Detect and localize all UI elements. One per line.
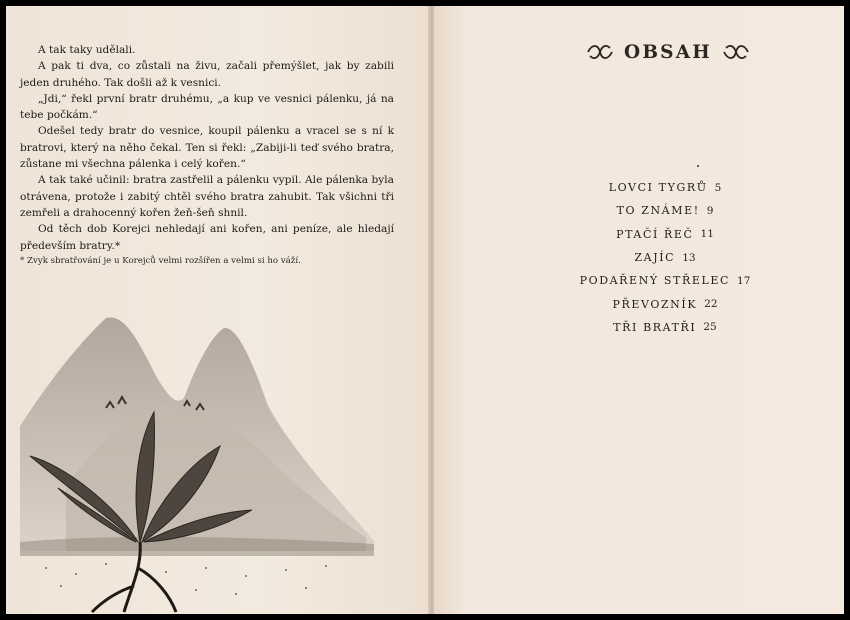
paragraph: Odešel tedy bratr do vesnice, koupil pálenku a vracel se s ní k bratrovi, který na něho čekal. Ten si řekl: „Zabiji-li teď svého bratra, zůstane mi všechna pálenka i celý kořen.“ [20, 125, 394, 171]
toc-item[interactable] [540, 176, 790, 199]
mountain-ginseng-illustration [6, 306, 430, 614]
toc-page-number: 5 [714, 181, 722, 194]
paragraph: „Jdi,“ řekl první bratr druhému, „a kup ve vesnici pálenku, já na tebe počkám.“ [20, 92, 394, 122]
toc-title: TŘI BRATŘI [613, 320, 697, 334]
toc-header [578, 38, 758, 66]
toc-item[interactable] [540, 199, 790, 222]
toc-item[interactable] [540, 246, 790, 269]
toc-title: ZAJÍC [634, 251, 676, 265]
toc-page-number: 25 [703, 321, 717, 334]
toc-page-number: 13 [682, 251, 696, 264]
toc-item[interactable] [540, 316, 790, 339]
toc-title: LOVCI TYGRŮ [608, 181, 708, 195]
toc-title: PODAŘENÝ STŘELEC [579, 274, 731, 288]
page-title: OBSAH [624, 41, 712, 63]
table-of-contents [540, 176, 790, 339]
toc-item[interactable] [540, 292, 790, 315]
left-page [6, 6, 430, 614]
toc-page-number: 17 [737, 274, 751, 287]
toc-title: PŘEVOZNÍK [612, 297, 698, 311]
scroll-ornament-icon [722, 42, 750, 62]
paragraph: A tak také učinil: bratra zastřelil a pálenku vypil. Ale pálenka byla otrávena, protože i zabitý chtěl svého bratra zahubit. Tak všichni tři zemřeli a drahocenný kořen žeň-šeň shnil. [20, 174, 394, 219]
toc-page-number: 9 [706, 204, 714, 217]
decorative-dot [697, 165, 699, 167]
story-text [20, 42, 394, 254]
toc-item[interactable] [540, 223, 790, 246]
footnote: * Zvyk sbratřování je u Korejců velmi rozšířen a velmi si ho váží. [20, 256, 301, 266]
toc-title: PTAČÍ ŘEČ [616, 227, 694, 241]
paragraph: A tak taky udělali. [38, 44, 136, 56]
paragraph: A pak ti dva, co zůstali na živu, začali přemýšlet, jak by zabili jeden druhého. Tak došli až k vesnici. [20, 60, 394, 89]
toc-item[interactable] [540, 269, 790, 292]
paragraph: Od těch dob Korejci nehledají ani kořen, ani peníze, ale hledají především bratry.* [20, 223, 394, 252]
scroll-ornament-icon [586, 42, 614, 62]
toc-page-number: 22 [704, 298, 718, 311]
toc-title: TO ZNÁME! [616, 204, 700, 218]
toc-page-number: 11 [700, 228, 714, 241]
